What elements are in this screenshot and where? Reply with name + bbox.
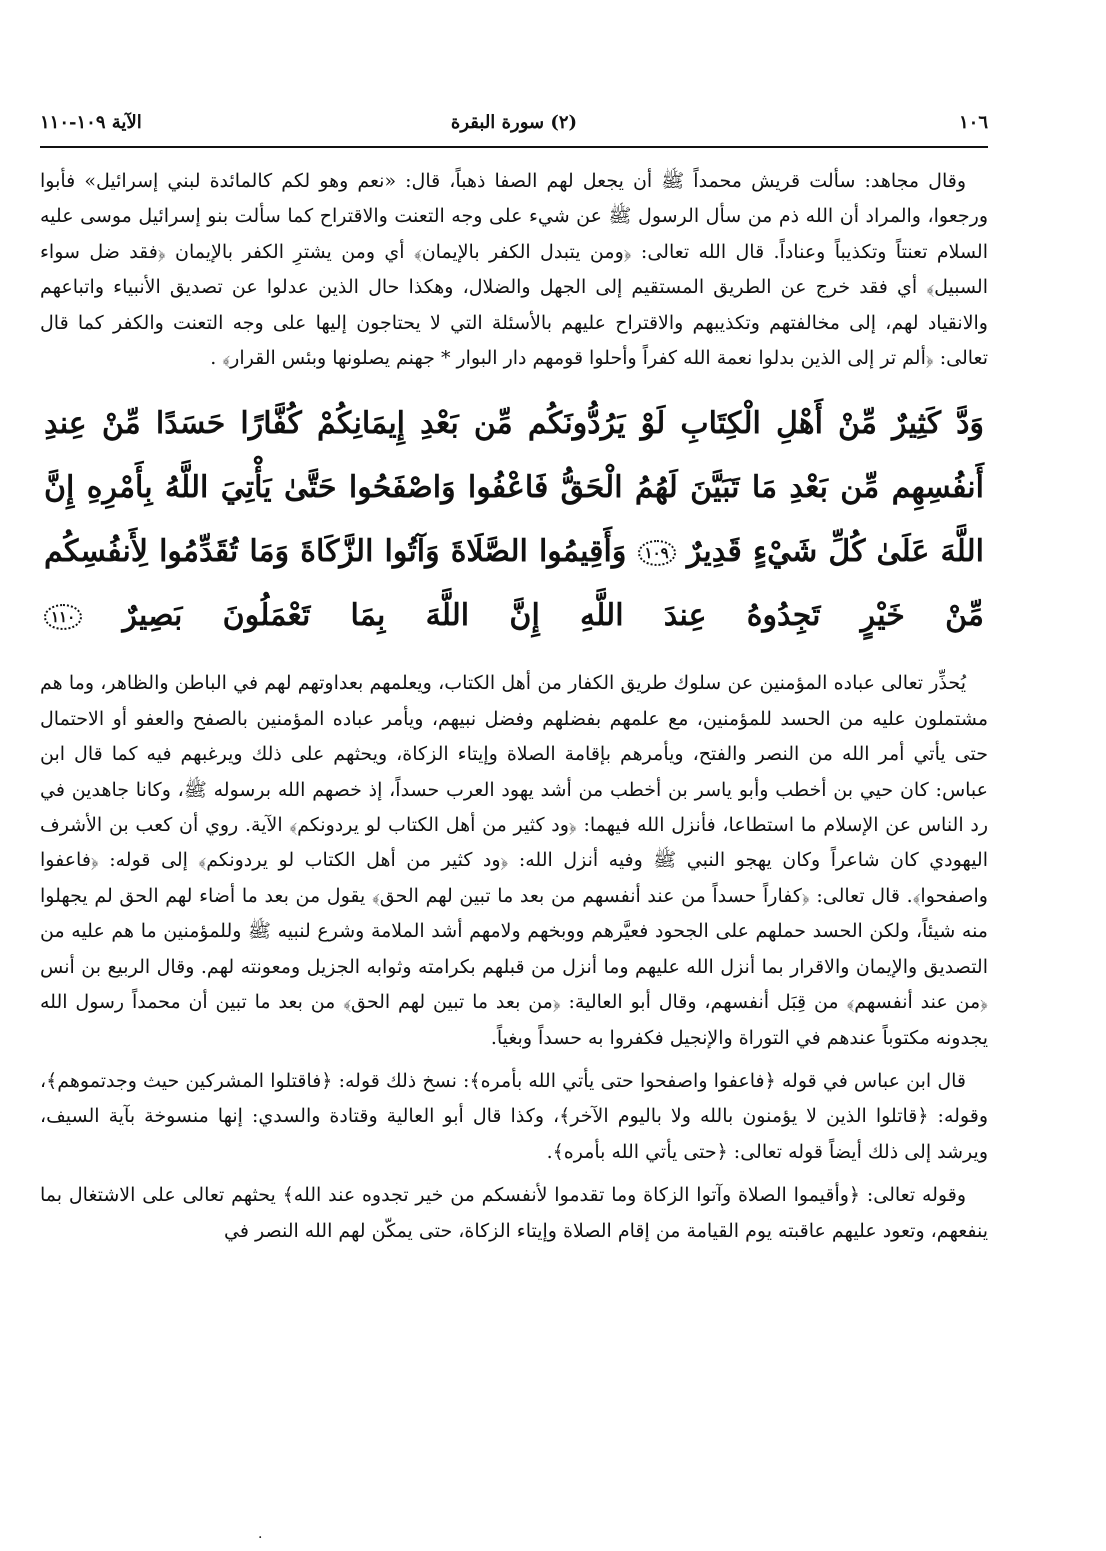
verse-range: الآية ١٠٩-١١٠ xyxy=(40,112,142,133)
quran-verses-block xyxy=(40,392,988,648)
verse-number-110: ١١٠ xyxy=(44,604,82,630)
intro-paragraph: وقال مجاهد: سألت قريش محمداً ﷺ أن يجعل لهم الصفا ذهباً، قال: «نعم وهو لكم كالمائدة لبني إسرائيل» فأبوا ورجعوا، والمراد أن الله ذم من سأل الرسول ﷺ عن شيء على وجه التعنت والاقتراح كما سألت بنو إسرائيل موسى عليه السلام تعنتاً وتكذيباً وعناداً. قال الله تعالى: ﴿ومن يتبدل الكفر بالإيمان﴾ أي ومن يشترِ الكفر بالإيمان ﴿فقد ضل سواء السبيل﴾ أي فقد خرج عن الطريق المستقيم إلى الجهل والضلال، وهكذا حال الذين عدلوا عن تصديق الأنبياء واتباعهم والانقياد لهم، إلى مخالفتهم وتكذيبهم والاقتراح عليهم بالأسئلة التي لا يحتاجون إليها على وجه التعنت والكفر كما قال تعالى: ﴿ألم تر إلى الذين بدلوا نعمة الله كفراً وأحلوا قومهم دار البوار * جهنم يصلونها وبئس القرار﴾ . xyxy=(40,170,988,370)
commentary-paragraph-2: قال ابن عباس في قوله ﴿فاعفوا واصفحوا حتى يأتي الله بأمره﴾: نسخ ذلك قوله: ﴿فاقتلوا المشركين حيث وجدتموهم﴾، وقوله: ﴿قاتلوا الذين لا يؤمنون بالله ولا باليوم الآخر﴾، وكذا قال أبو العالية وقتادة والسدي: إنها منسوخة بآية السيف، ويرشد إلى ذلك أيضاً قوله تعالى: ﴿حتى يأتي الله بأمره﴾. xyxy=(40,1069,988,1163)
commentary-paragraph-1: يُحذِّر تعالى عباده المؤمنين عن سلوك طريق الكفار من أهل الكتاب، ويعلمهم بعداوتهم لهم في الباطن والظاهر، وما هم مشتملون عليه من الحسد للمؤمنين، مع علمهم بفضلهم وفضل نبيهم، ويأمر عباده المؤمنين بالصفح والعفو أو الاحتمال حتى يأتي أمر الله من النصر والفتح، ويأمرهم بإقامة الصلاة وإيتاء الزكاة، ويحثهم على ذلك ويرغبهم فيه كما قال ابن عباس: كان حيي بن أخطب وأبو ياسر بن أخطب من أشد يهود العرب حسداً، إذ خصهم الله برسوله ﷺ، وكانا جاهدين في رد الناس عن الإسلام ما استطاعا، فأنزل الله فيهما: ﴿ود كثير من أهل الكتاب لو يردونكم﴾ الآية. روي أن كعب بن الأشرف اليهودي كان شاعراً وكان يهجو النبي ﷺ وفيه أنزل الله: ﴿ود كثير من أهل الكتاب لو يردونكم﴾ إلى قوله: ﴿فاعفوا واصفحوا﴾. قال تعالى: ﴿كفاراً حسداً من عند أنفسهم من بعد ما تبين لهم الحق﴾ يقول من بعد ما أضاء لهم الحق لم يجهلوا منه شيئاً، ولكن الحسد حملهم على الجحود فعيَّرهم ووبخهم ولامهم أشد الملامة وشرع لنبيه ﷺ وللمؤمنين ما هم عليه من التصديق والإيمان والاقرار بما أنزل الله عليهم وما أنزل من قبلهم بكرامته وثوابه الجزيل ومعونته لهم. وقال الربيع بن أنس ﴿من عند أنفسهم﴾ من قِبَل أنفسهم، وقال أبو العالية: ﴿من بعد ما تبين لهم الحق﴾ من بعد ما تبين أن محمداً رسول الله يجدونه مكتوباً عندهم في التوراة والإنجيل فكفروا به حسداً وبغياً. xyxy=(40,672,988,1049)
page-body xyxy=(40,164,988,1249)
bottom-mark: · xyxy=(258,1530,263,1546)
quran-verse-109: وَدَّ كَثِيرٌ مِّنْ أَهْلِ الْكِتَابِ لَوْ يَرُدُّونَكُم مِّن بَعْدِ إِيمَانِكُمْ كُفَّارًا حَسَدًا مِّنْ عِندِ أَنفُسِهِم مِّن بَعْدِ مَا تَبَيَّنَ لَهُمُ الْحَقُّ فَاعْفُوا وَاصْفَحُوا حَتَّىٰ يَأْتِيَ اللَّهُ بِأَمْرِهِ إِنَّ اللَّهَ عَلَىٰ كُلِّ شَيْءٍ قَدِيرٌ xyxy=(44,406,984,570)
verse-number-109: ١٠٩ xyxy=(638,540,676,566)
commentary-paragraph-3: وقوله تعالى: ﴿وأقيموا الصلاة وآتوا الزكاة وما تقدموا لأنفسكم من خير تجدوه عند الله﴾ يحثهم تعالى على الاشتغال بما ينفعهم، وتعود عليهم عاقبته يوم القيامة من إقام الصلاة وإيتاء الزكاة، حتى يمكّن لهم الله النصر في xyxy=(40,1184,988,1242)
page-header xyxy=(40,112,988,148)
surah-title: (٢) سورة البقرة xyxy=(450,112,578,133)
quran-verse-110: وَأَقِيمُوا الصَّلَاةَ وَآتُوا الزَّكَاةَ وَمَا تُقَدِّمُوا لِأَنفُسِكُم مِّنْ خَيْرٍ تَجِدُوهُ عِندَ اللَّهِ إِنَّ اللَّهَ بِمَا تَعْمَلُونَ بَصِيرٌ xyxy=(44,534,984,634)
page-number: ١٠٦ xyxy=(958,112,988,133)
